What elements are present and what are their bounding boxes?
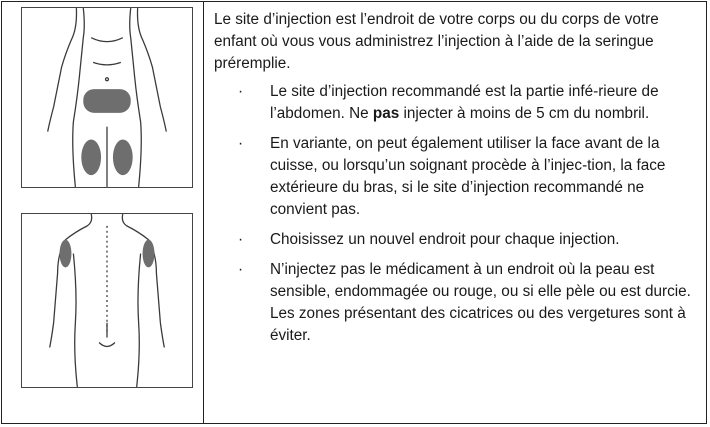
right-arm-zone: [143, 240, 155, 268]
intro-paragraph: Le site d’injection est l’endroit de votre corps ou du corps de votre enfant où vous vous administrez l’injection à l’aide de la seringue préremplie.: [214, 11, 659, 72]
bullet-dot: ·: [238, 135, 244, 152]
emphasis-text: pas: [372, 105, 400, 122]
list-item: · Le site d’injection recommandé est la partie infé-rieure de l’abdomen. Ne pas injecter à moins de 5 cm du nombril.: [238, 83, 659, 122]
right-thigh-zone: [113, 140, 133, 176]
instructions-text: [214, 9, 702, 355]
back-body-illustration: [21, 213, 193, 388]
left-thigh-zone: [81, 140, 101, 176]
bullet-dot: ·: [238, 231, 244, 248]
front-body-figure: [22, 8, 192, 187]
back-body-figure: [22, 214, 192, 387]
info-table: [1, 1, 707, 424]
bullet-dot: ·: [238, 261, 244, 278]
list-item: · N’injectez pas le médicament à un endroit où la peau est sensible, endommagée ou rouge, ou si elle pèle ou est durcie. Les zones présentant des cicatrices ou des vergetures sont à éviter.: [238, 261, 691, 344]
left-arm-zone: [60, 240, 72, 268]
bullet-dot: ·: [238, 83, 244, 100]
instruction-list: [214, 81, 702, 347]
column-divider: [203, 2, 204, 423]
front-body-illustration: [21, 7, 193, 188]
list-item: · En variante, on peut également utiliser la face avant de la cuisse, ou lorsqu’un soignant procède à l’injec-tion, la face extérieure du bras, si le site d’injection recommandé ne convient pas.: [238, 135, 666, 218]
list-item: · Choisissez un nouvel endroit pour chaque injection.: [214, 229, 702, 251]
abdomen-zone: [83, 89, 130, 113]
